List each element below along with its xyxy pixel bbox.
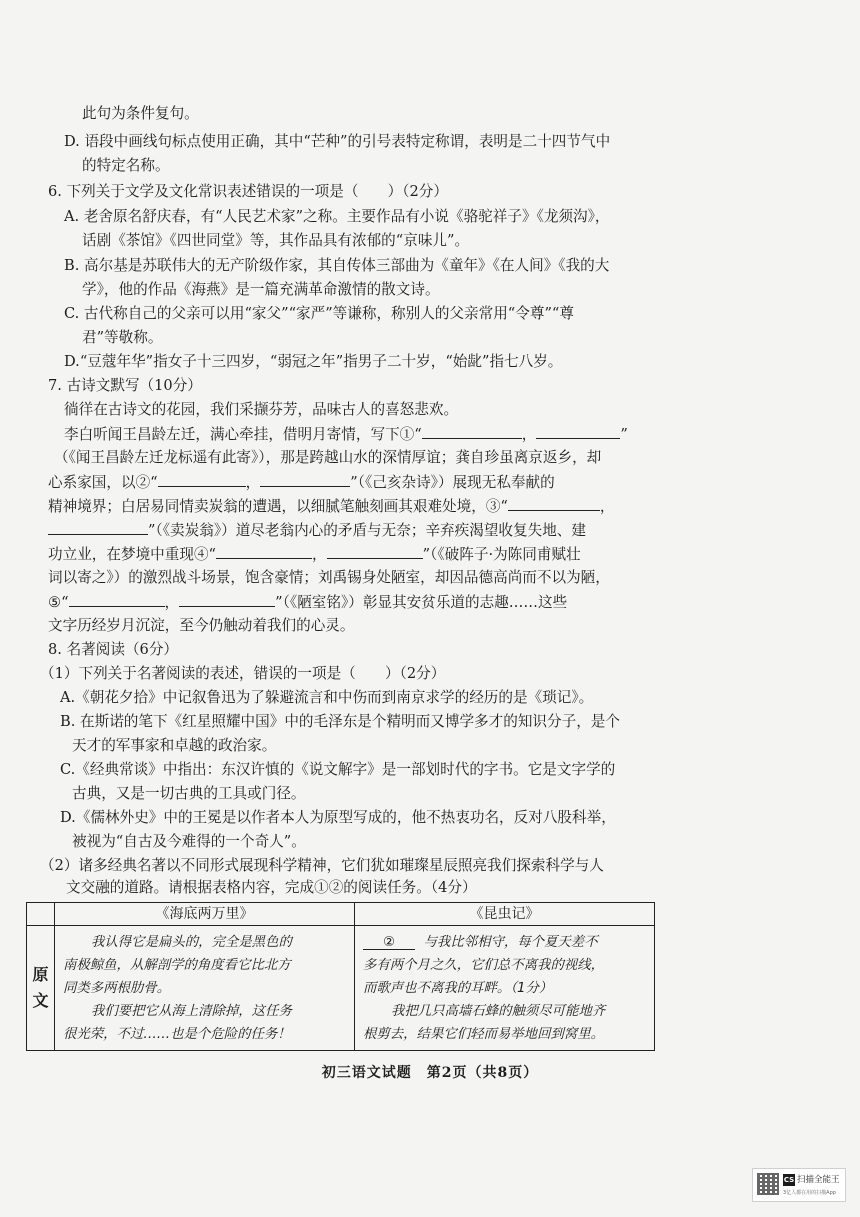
text-line: 的特定名称。 xyxy=(82,157,170,174)
q6-option-d: D.“豆蔻年华”指女子十三四岁，“弱冠之年”指男子二十岁，“始龀”指七八岁。 xyxy=(64,353,563,370)
book1-excerpt xyxy=(55,926,355,1051)
text-line: 学》，他的作品《海燕》是一篇充满革命激情的散文诗。 xyxy=(82,281,440,298)
scanner-tagline: 3亿人都在用的扫描App xyxy=(783,1190,836,1196)
qr-code-icon xyxy=(757,1173,779,1195)
answer-blank[interactable] xyxy=(327,544,423,559)
excerpt-line: 南极鲸鱼，从解剖学的角度看它比北方 xyxy=(63,958,291,973)
text-line: 此句为条件复句。 xyxy=(82,105,199,122)
text-segment: ”（《陋室铭》）彰显其安贫乐道的志趣……这些 xyxy=(275,594,568,611)
q6-option-c: C. 古代称自己的父亲可以用“家父”“家严”等谦称，称别人的父亲常用“令尊”“尊 xyxy=(64,305,574,322)
answer-blank[interactable] xyxy=(158,472,246,487)
cs-logo: CS xyxy=(783,1176,795,1184)
text-line: 词以寄之》）的激烈战斗场景，饱含豪情；刘禹锡身处陋室，却因品德高尚而不以为陋， xyxy=(48,569,610,586)
excerpt-line: 我把几只高墙石蜂的触须尽可能地齐 xyxy=(391,1004,606,1019)
text-segment: ”（《破阵子·为陈同甫赋壮 xyxy=(422,546,581,563)
q8-option-d: D.《儒林外史》中的王冕是以作者本人为原型写成的，他不热衷功名，反对八股科举， xyxy=(60,809,616,826)
text-line: 文字历经岁月沉淀，至今仍触动着我们的心灵。 xyxy=(48,617,355,634)
table-header-book1: 《海底两万里》 xyxy=(55,903,355,926)
text-segment: 心系家国，以②“ xyxy=(48,474,158,491)
q6-option-a: A. 老舍原名舒庆春，有“人民艺术家”之称。主要作品有小说《骆驼祥子》《龙须沟》， xyxy=(64,208,610,225)
answer-blank[interactable] xyxy=(48,520,148,535)
text-line: 徜徉在古诗文的花园，我们采撷芬芳，品味古人的喜怒悲欢。 xyxy=(64,401,459,418)
answer-blank[interactable] xyxy=(260,472,350,487)
excerpt-line: 同类多两根肋骨。 xyxy=(63,981,171,996)
q8-sub-2: （2）诸多经典名著以不同形式展现科学精神，它们犹如璀璨星辰照亮我们探索科学与人 xyxy=(40,857,604,874)
question-7-title: 7. 古诗文默写（10分） xyxy=(48,377,202,394)
text-line: 古典，又是一切古典的工具或门径。 xyxy=(72,785,306,802)
text-segment: ”（《卖炭翁》）道尽老翁内心的矛盾与无奈；辛弃疾渴望收复失地、建 xyxy=(148,522,586,539)
excerpt-line: 根剪去，结果它们轻而易举地回到窝里。 xyxy=(363,1027,605,1042)
text-line: 文交融的道路。请根据表格内容，完成①②的阅读任务。（4分） xyxy=(66,879,477,896)
q8-sub-1: （1）下列关于名著阅读的表述，错误的一项是（ ）（2分） xyxy=(40,665,446,682)
answer-blank[interactable] xyxy=(422,424,522,439)
answer-blank[interactable] xyxy=(69,592,165,607)
text-line: 功立业，在梦境中重现④“ ， ”（《破阵子·为陈同甫赋壮 xyxy=(48,546,581,563)
q8-option-c: C.《经典常谈》中指出：东汉许慎的《说文解字》是一部划时代的字书。它是文字学的 xyxy=(60,761,616,778)
text-segment: 精神境界；白居易同情卖炭翁的遭遇，以细腻笔触刻画其艰难处境，③“ xyxy=(48,498,508,515)
answer-blank[interactable] xyxy=(536,424,620,439)
text-segment: ”（《己亥杂诗》）展现无私奉献的 xyxy=(350,474,555,491)
text-segment: 李白听闻王昌龄左迁，满心牵挂，借明月寄情，写下①“ xyxy=(64,426,422,443)
q8-option-a: A.《朝花夕拾》中记叙鲁迅为了躲避流言和中伤而到南京求学的经历的是《琐记》。 xyxy=(60,689,594,706)
text-line xyxy=(48,520,586,541)
question-8-title: 8. 名著阅读（6分） xyxy=(48,641,179,658)
scanner-badge xyxy=(752,1168,846,1202)
table-corner xyxy=(27,903,55,926)
text-line: 君”等敬称。 xyxy=(82,329,163,346)
scanner-brand: 扫描全能王 xyxy=(797,1175,840,1185)
excerpt-line: 我认得它是扁头的，完全是黑色的 xyxy=(91,935,292,950)
text-segment: ⑤“ xyxy=(48,594,69,611)
excerpt-line: 而歌声也不离我的耳畔。（1分） xyxy=(363,981,553,996)
q6-option-b: B. 高尔基是苏联伟大的无产阶级作家，其自传体三部曲为《童年》《在人间》《我的大 xyxy=(64,257,610,274)
excerpt-line: 与我比邻相守，每个夏天差不 xyxy=(423,935,598,950)
row-label: 原文 xyxy=(27,926,55,1051)
excerpt-line: 我们要把它从海上清除掉，这任务 xyxy=(91,1004,292,1019)
text-segment: 功立业，在梦境中重现④“ xyxy=(48,546,216,563)
text-line: 精神境界；白居易同情卖炭翁的遭遇，以细腻笔触刻画其艰难处境，③“ ， xyxy=(48,498,615,515)
answer-blank[interactable] xyxy=(508,496,600,511)
option-d-line: D. 语段中画线句标点使用正确，其中“芒种”的引号表特定称谓，表明是二十四节气中 xyxy=(64,133,611,150)
q8-option-b: B. 在斯诺的笔下《红星照耀中国》中的毛泽东是个精明而又博学多才的知识分子，是个 xyxy=(60,713,620,730)
excerpt-line: 多有两个月之久，它们总不离我的视线， xyxy=(363,958,605,973)
table-header-book2: 《昆虫记》 xyxy=(355,903,655,926)
answer-blank[interactable] xyxy=(179,592,275,607)
page-footer: 初三语文试题 第2页（共8页） xyxy=(321,1065,539,1081)
text-line: ⑤“ ， ”（《陋室铭》）彰显其安贫乐道的志趣……这些 xyxy=(48,594,568,611)
text-line: 被视为“自古及今难得的一个奇人”。 xyxy=(72,833,306,850)
answer-blank[interactable] xyxy=(216,544,312,559)
text-line: （《闻王昌龄左迁龙标遥有此寄》），那是跨越山水的深情厚谊；龚自珍虽离京返乡，却 xyxy=(54,449,602,466)
answer-blank-2[interactable]: ② xyxy=(363,931,415,950)
question-6-title: 6. 下列关于文学及文化常识表述错误的一项是（ ）（2分） xyxy=(48,183,448,200)
book2-excerpt xyxy=(355,926,655,1051)
text-line: 话剧《茶馆》《四世同堂》等，其作品具有浓郁的“京味儿”。 xyxy=(82,232,470,249)
text-line: 心系家国，以②“ ， ”（《己亥杂诗》）展现无私奉献的 xyxy=(48,474,555,491)
text-line: 李白听闻王昌龄左迁，满心牵挂，借明月寄情，写下①“ ， ” xyxy=(64,426,628,443)
text-line: 天才的军事家和卓越的政治家。 xyxy=(72,737,277,754)
excerpt-line: 很光荣，不过……也是个危险的任务！ xyxy=(63,1027,291,1042)
reading-table xyxy=(26,902,655,1051)
